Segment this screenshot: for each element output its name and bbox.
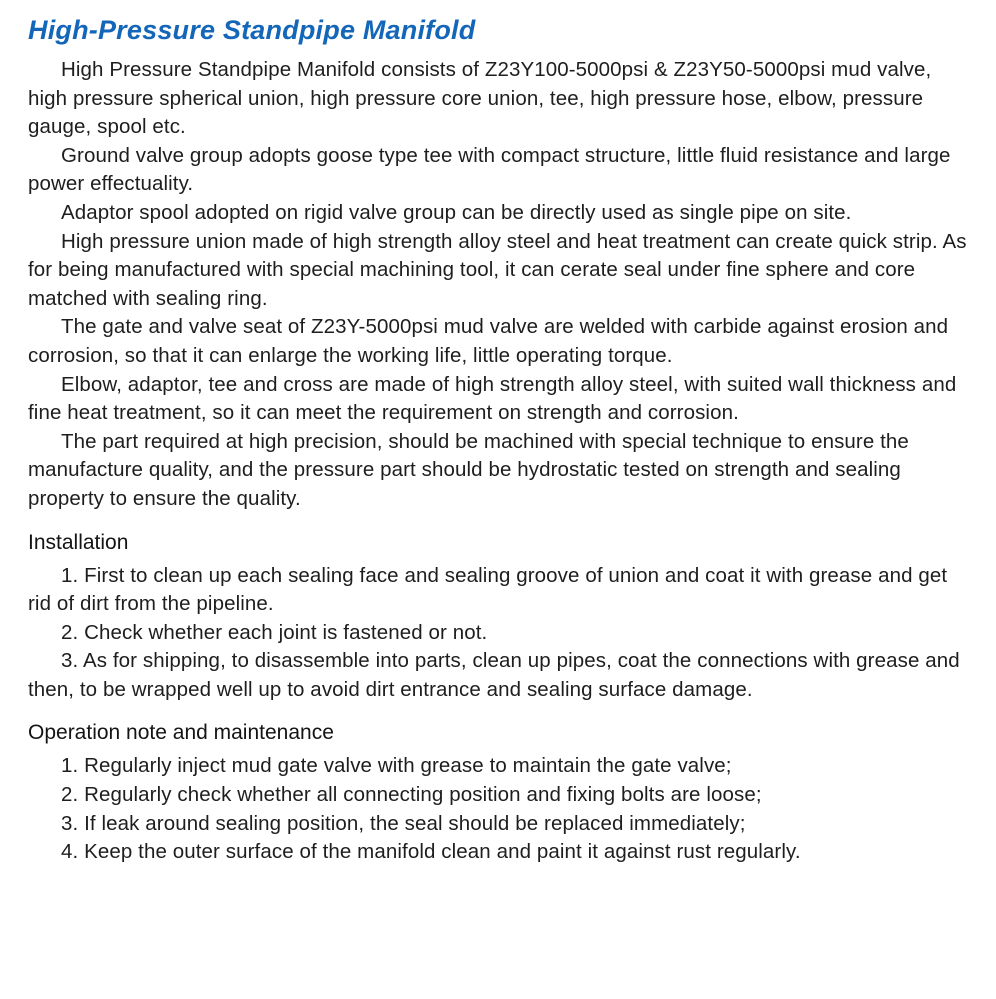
operation-item: 1. Regularly inject mud gate valve with grease to maintain the gate valve; <box>61 754 732 778</box>
operation-item: 2. Regularly check whether all connecting position and fixing bolts are loose; <box>61 783 762 807</box>
page-title: High-Pressure Standpipe Manifold <box>28 15 476 45</box>
operation-item: 4. Keep the outer surface of the manifold clean and paint it against rust regularly. <box>61 840 801 864</box>
intro-paragraph: High pressure union made of high strength alloy steel and heat treatment can create quick strip. As for being manufactured with special machining tool, it can cerate seal under fine sphere and core matched with sealing ring. <box>28 229 967 310</box>
installation-item: 3. As for shipping, to disassemble into parts, clean up pipes, coat the connections with grease and then, to be wrapped well up to avoid dirt entrance and sealing surface damage. <box>28 649 960 701</box>
installation-item: 1. First to clean up each sealing face and sealing groove of union and coat it with grease and get rid of dirt from the pipeline. <box>28 563 948 616</box>
intro-paragraph: High Pressure Standpipe Manifold consists of Z23Y100-5000psi & Z23Y50-5000psi mud valve, high pressure spherical union, high pressure core union, tee, high pressure hose, elbow, pressure gauge, spool etc. <box>28 58 932 139</box>
intro-paragraph: The gate and valve seat of Z23Y-5000psi mud valve are welded with carbide against erosion and corrosion, so that it can enlarge the working life, little operating torque. <box>28 315 949 367</box>
intro-paragraph: Elbow, adaptor, tee and cross are made of high strength alloy steel, with suited wall thickness and fine heat treatment, so it can meet the requirement on strength and corrosion. <box>28 372 957 425</box>
installation-item: 2. Check whether each joint is fastened or not. <box>61 620 488 644</box>
intro-paragraph: The part required at high precision, should be machined with special technique to ensure the manufacture quality, and the pressure part should be hydrostatic tested on strength and sealing property to ensure the quality. <box>28 429 909 510</box>
section-heading-operation-note: Operation note and maintenance <box>28 721 334 745</box>
intro-paragraph: Ground valve group adopts goose type tee with compact structure, little fluid resistance and large power effectuality. <box>28 143 951 196</box>
intro-paragraph: Adaptor spool adopted on rigid valve group can be directly used as single pipe on site. <box>61 200 852 224</box>
section-heading-installation: Installation <box>28 530 129 554</box>
operation-item: 3. If leak around sealing position, the seal should be replaced immediately; <box>61 811 746 835</box>
